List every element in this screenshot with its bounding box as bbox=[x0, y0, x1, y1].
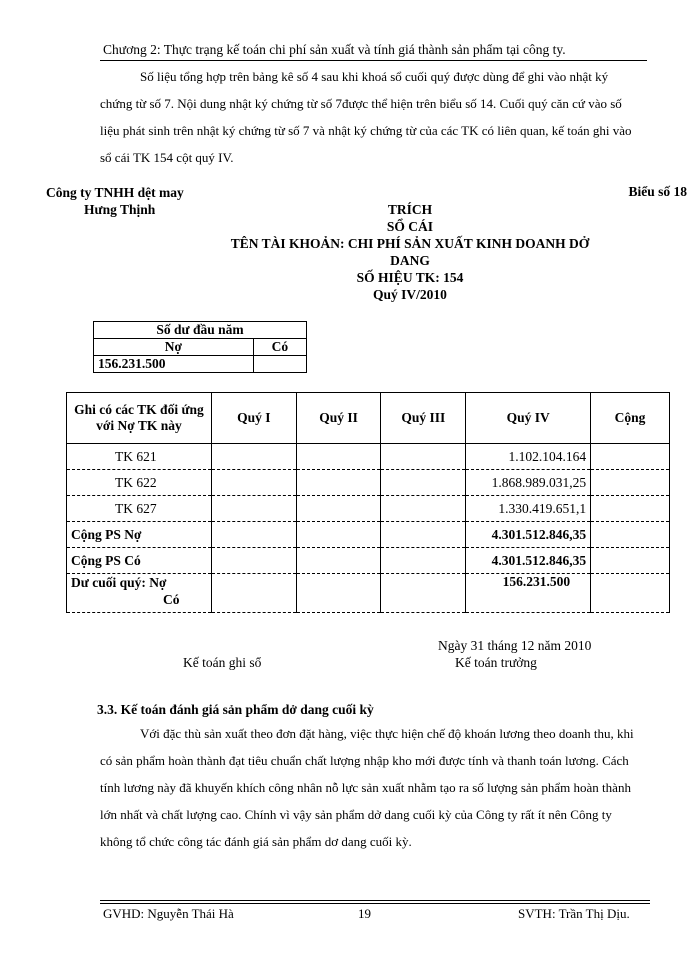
row-q4-value: 4.301.512.846,35 bbox=[466, 522, 591, 548]
section-heading: 3.3. Kế toán đánh giá sản phẩm dở dang cuối kỳ bbox=[97, 702, 374, 717]
row-q4-value: 1.330.419.651,1 bbox=[466, 496, 591, 522]
intro-paragraph-text: Số liệu tổng hợp trên bảng kê số 4 sau khi khoá sổ cuối quý được dùng để ghi vào nhật ký chứng từ số 7. Nội dung nhật ký chứng từ số 7được thể hiện trên biểu số 14. Cuối quý căn cứ vào số liệu phát sinh trên nhật ký chứng từ số 7 và nhật ký chứng từ của các TK có liên quan, kế toán ghi vào sổ cái TK 154 cột quý IV. bbox=[100, 69, 632, 165]
row-label: TK 621 bbox=[67, 444, 212, 470]
row-label: TK 627 bbox=[67, 496, 212, 522]
title-extract: TRÍCH bbox=[387, 202, 433, 217]
title-account-name-cont: DANG bbox=[390, 253, 430, 268]
intro-paragraph bbox=[100, 63, 640, 171]
signature-date: Ngày 31 tháng 12 năm 2010 bbox=[438, 638, 592, 653]
page-header: Chương 2: Thực trạng kế toán chi phí sản xuất và tính giá thành sản phẩm tại công ty. bbox=[103, 42, 566, 57]
opening-credit-label: Có bbox=[253, 339, 306, 356]
col-header-total: Cộng bbox=[591, 393, 670, 444]
opening-debit-value: 156.231.500 bbox=[94, 356, 254, 373]
footer-student: SVTH: Trần Thị Dịu. bbox=[518, 906, 630, 921]
form-number: Biểu số 18 bbox=[628, 184, 687, 199]
table-row bbox=[67, 470, 670, 496]
col-header-q1: Quý I bbox=[211, 393, 296, 444]
row-q4-value: 1.868.989.031,25 bbox=[466, 470, 591, 496]
closing-q4-value: 156.231.500 bbox=[466, 574, 591, 613]
signature-right: Kế toán trưởng bbox=[455, 655, 537, 670]
table-row bbox=[67, 496, 670, 522]
row-label: TK 622 bbox=[67, 470, 212, 496]
opening-balance-table bbox=[93, 321, 307, 373]
ledger-table bbox=[66, 392, 670, 613]
opening-balance-title: Số dư đầu năm bbox=[94, 322, 307, 339]
footer-advisor: GVHD: Nguyễn Thái Hà bbox=[103, 906, 234, 921]
section-paragraph-text: Với đặc thù sản xuất theo đơn đặt hàng, việc thực hiện chế độ khoán lương theo doanh thu, khi có sản phẩm hoàn thành đạt tiêu chuẩn chất lượng nhập kho mới được tính và thanh toán lương. Cách tính lương này đã khuyến khích công nhân nỗ lực sản xuất nhằm tạo ra số lượng sản phẩm hoàn thành lớn nhất và chất lượng cao. Chính vì vậy sản phẩm dở dang cuối kỳ của Công ty rất ít nên Công ty không tổ chức công tác đánh giá sản phẩm dơ dang cuối kỳ. bbox=[100, 726, 634, 849]
company-line-2: Hưng Thịnh bbox=[84, 202, 156, 217]
table-row bbox=[67, 574, 670, 613]
closing-credit-label: Có bbox=[163, 592, 180, 607]
row-label: Cộng PS Nợ bbox=[67, 522, 212, 548]
header-rule bbox=[100, 60, 647, 61]
footer-page-number: 19 bbox=[358, 906, 371, 921]
table-row bbox=[67, 444, 670, 470]
table-row bbox=[67, 522, 670, 548]
footer-rule bbox=[100, 900, 650, 901]
row-label: Cộng PS Có bbox=[67, 548, 212, 574]
row-q4-value: 1.102.104.164 bbox=[466, 444, 591, 470]
title-ledger: SỔ CÁI bbox=[386, 219, 434, 234]
col-header-account: Ghi có các TK đối ứng với Nợ TK này bbox=[67, 393, 212, 444]
title-period: Quý IV/2010 bbox=[373, 287, 447, 302]
title-account-name: TÊN TÀI KHOẢN: CHI PHÍ SẢN XUẤT KINH DOANH DỞ bbox=[230, 236, 590, 251]
col-header-q2: Quý II bbox=[296, 393, 381, 444]
row-q4-value: 4.301.512.846,35 bbox=[466, 548, 591, 574]
closing-debit-label: Dư cuối quý: Nợ bbox=[71, 575, 167, 590]
footer-rule-2 bbox=[100, 903, 650, 904]
opening-debit-label: Nợ bbox=[94, 339, 254, 356]
section-paragraph bbox=[100, 720, 640, 855]
company-line-1: Công ty TNHH dệt may bbox=[46, 185, 184, 200]
col-header-q4: Quý IV bbox=[466, 393, 591, 444]
col-header-q3: Quý III bbox=[381, 393, 466, 444]
signature-left: Kế toán ghi sổ bbox=[183, 655, 262, 670]
title-account-number: SỐ HIỆU TK: 154 bbox=[356, 270, 464, 285]
table-row bbox=[67, 548, 670, 574]
opening-credit-value bbox=[253, 356, 306, 373]
